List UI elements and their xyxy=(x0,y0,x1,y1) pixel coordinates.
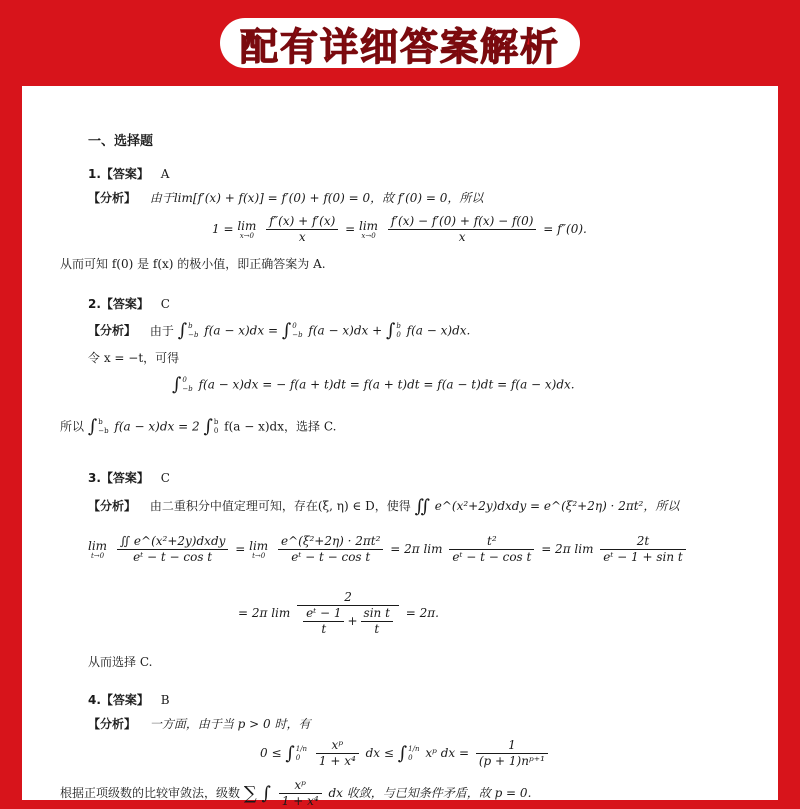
q1-lim-sub-1: x→0 xyxy=(239,231,255,240)
q3-eq1: = 2π lim xyxy=(390,542,443,556)
q2-bounds-6: b 0 xyxy=(213,418,219,435)
q3-frac-4-den: eᵗ − 1 + sin t xyxy=(603,550,683,564)
q3-big-frac-den: $\frac{\text{eᵗ − 1}}{t}$ + $\frac{\text{sin t}}{t}$ xyxy=(297,606,399,637)
q3-analysis-line xyxy=(88,495,680,517)
q2-line1-d: f(a − x)dx. xyxy=(406,323,471,338)
q4-bounds-1: 1/n 0 xyxy=(295,744,308,762)
q4-frac-3 xyxy=(279,778,322,809)
q2-integral-icon-2: ∫ xyxy=(281,320,292,341)
q1-answer: A xyxy=(160,167,170,181)
q4-line1: 一方面，由于当 p > 0 时，有 xyxy=(149,717,311,731)
q4-inequality xyxy=(260,738,551,769)
q2-answer: C xyxy=(160,297,170,311)
q4-answer: B xyxy=(160,693,170,707)
q2-line4-b: f(a − x)dx = 2 xyxy=(114,419,200,434)
q4-integral-icon-3: ∫ xyxy=(261,782,271,804)
q1-frac-2 xyxy=(388,214,537,245)
q3-line1-b: e^(x²+2y)dxdy = e^(ξ²+2η) · 2πt²，所以 xyxy=(434,499,680,513)
q2-bounds-2: 0 −b xyxy=(292,322,303,339)
q3-equation-2 xyxy=(238,590,439,637)
q3-big-frac-num: 2 xyxy=(297,590,399,606)
q3-frac-4-num: 2t xyxy=(600,534,685,550)
q1-frac-2-num: f′(x) − f′(0) + f(x) − f(0) xyxy=(388,214,537,230)
q3-sub-frac-1-den: t xyxy=(321,622,327,636)
q3-eq4-tail: = 2π. xyxy=(405,606,439,620)
q3-eq2: = 2π lim xyxy=(541,542,594,556)
q1-lim-1: lim x→0 xyxy=(237,218,257,240)
q3-sub-frac-2-den: t xyxy=(374,622,380,636)
q3-frac-4 xyxy=(600,534,685,565)
q3-answer-tag: 3.【答案】 xyxy=(88,471,149,485)
q3-frac-3-den: eᵗ − t − cos t xyxy=(452,550,532,564)
q3-lim-1: lim t→0 xyxy=(88,538,108,560)
q3-sub-frac-1 xyxy=(303,606,344,637)
q3-conclusion: 从而选择 C. xyxy=(88,655,153,669)
q2-integral-icon-4: ∫ xyxy=(172,374,182,395)
q2-line4-a: 所以 xyxy=(60,419,85,434)
q2-integral-icon-5: ∫ xyxy=(87,416,98,437)
q2-line4-c: f(a − x)dx，选择 C. xyxy=(224,419,337,434)
q4-line3 xyxy=(60,778,531,809)
q3-sub-frac-1-num: eᵗ − 1 xyxy=(303,606,344,622)
q2-line4 xyxy=(60,418,336,436)
q4-frac-2 xyxy=(476,738,548,769)
q3-big-frac xyxy=(297,590,399,637)
q3-answer-line xyxy=(88,470,170,486)
q1-answer-tag: 1.【答案】 xyxy=(88,167,149,181)
q3-eq3: = 2π lim xyxy=(238,606,291,620)
q4-line3-a: 根据正项级数的比较审敛法，级数 xyxy=(60,786,241,800)
banner-pill xyxy=(220,18,580,68)
q1-line1: 由于lim[f′(x) + f(x)] = f′(0) + f(0) = 0，故 f′(0) = 0，所以 xyxy=(149,191,484,205)
q3-frac-2 xyxy=(278,534,383,565)
q4-ineq-c: xᵖ dx = xyxy=(425,746,470,760)
q2-line3-text: f(a − x)dx = − f(a + t)dt = f(a + t)dt = f(a − t)dt = f(a − x)dx. xyxy=(198,377,575,392)
q3-frac-1-num: ∬ e^(x²+2y)dxdy xyxy=(117,534,229,550)
q2-bounds-1: b −b xyxy=(188,322,199,339)
q4-answer-tag: 4.【答案】 xyxy=(88,693,149,707)
q3-analysis-tag: 【分析】 xyxy=(88,499,137,513)
q4-ineq-a: 0 ≤ xyxy=(260,746,282,760)
q3-frac-2-den: eᵗ − t − cos t xyxy=(291,550,371,564)
q3-lim-2: lim t→0 xyxy=(249,538,269,560)
banner-title: 配有详细答案解析 xyxy=(239,24,560,69)
q3-answer: C xyxy=(160,471,170,485)
q4-integral-icon-2: ∫ xyxy=(397,742,408,764)
q3-line1-a: 由二重积分中值定理可知，存在(ξ, η) ∈ D，使得 xyxy=(149,499,411,513)
q2-analysis-tag: 【分析】 xyxy=(88,323,137,338)
q4-frac-3-den: 1 + x⁴ xyxy=(281,794,319,808)
q2-line1-c: f(a − x)dx + xyxy=(308,323,383,338)
q2-line3 xyxy=(172,376,575,394)
q1-frac-1 xyxy=(266,214,338,245)
q4-analysis-line xyxy=(88,716,310,732)
q4-frac-3-num: xᵖ xyxy=(279,778,322,794)
q4-frac-2-num: 1 xyxy=(476,738,548,754)
q2-answer-line xyxy=(88,296,170,312)
q1-frac-1-den: x xyxy=(298,230,306,244)
q2-line2: 令 x = −t，可得 xyxy=(88,351,180,365)
q2-line1-b: f(a − x)dx = xyxy=(204,323,278,338)
q4-frac-1 xyxy=(316,738,359,769)
q3-frac-3 xyxy=(449,534,534,565)
q4-frac-1-num: xᵖ xyxy=(316,738,359,754)
q1-analysis-line xyxy=(88,190,483,206)
q4-answer-line xyxy=(88,692,170,708)
q3-sub-frac-2 xyxy=(361,606,393,637)
q3-sub-frac-2-num: sin t xyxy=(361,606,393,622)
q3-frac-1-den: eᵗ − t − cos t xyxy=(133,550,213,564)
q2-answer-tag: 2.【答案】 xyxy=(88,297,149,311)
q1-lim-2: lim x→0 xyxy=(359,218,379,240)
q4-line3-b: dx 收敛，与已知条件矛盾，故 p = 0. xyxy=(328,786,532,800)
q4-ineq-b: dx ≤ xyxy=(365,746,394,760)
q3-frac-1 xyxy=(117,534,229,565)
q4-analysis-tag: 【分析】 xyxy=(88,717,137,731)
q2-analysis-line xyxy=(88,322,470,340)
q2-integral-icon-3: ∫ xyxy=(385,320,396,341)
q2-bounds-3: b 0 xyxy=(396,322,401,339)
q4-bounds-2: 1/n 0 xyxy=(408,744,420,762)
q1-answer-line xyxy=(88,166,169,182)
q1-equation: 1 = lim x→0 $\frac{f''(x) + f'(x)}{x}$ = lim x→0 $\frac{f'(x) - f'(0) + f(x) - f(0)}{x}$ = f″(0). xyxy=(212,214,587,244)
q2-integral-icon-6: ∫ xyxy=(203,416,213,437)
q2-bounds-4: 0 −b xyxy=(182,376,193,393)
q4-integral-icon-1: ∫ xyxy=(285,742,295,764)
q1-eq-rhs: = f″(0). xyxy=(543,222,587,236)
q3-lim-sub-2: t→0 xyxy=(252,551,266,560)
q1-lim-sub-2: x→0 xyxy=(361,231,376,240)
q1-eq-lhs: 1 = xyxy=(212,222,234,236)
q1-frac-1-num: f″(x) + f′(x) xyxy=(266,214,338,230)
q1-conclusion: 从而可知 f(0) 是 f(x) 的极小值，即正确答案为 A. xyxy=(60,257,326,271)
q3-equation-1: lim t→0 $\frac{\text{∬ e\textasciicircum{}(x²+2y)dxdy}}{\text{eᵗ − t − cos t}}$ = lim t→0 $\frac{\text{e\textasciicircum{}(ξ²+2η) · 2πt²}}{\text{eᵗ − t − cos t}}$ = 2π lim $\frac{\text{t²}}{\text{eᵗ − t − cos t}}$ = 2π lim $\frac{2t}{\text{eᵗ − 1 + sin t}}$ xyxy=(88,534,689,565)
answer-sheet xyxy=(22,86,778,808)
q3-frac-2-num: e^(ξ²+2η) · 2πt² xyxy=(278,534,383,550)
q1-frac-2-den: x xyxy=(458,230,466,244)
q3-double-integral-icon: ∬ xyxy=(414,495,430,517)
q4-frac-1-den: 1 + x⁴ xyxy=(318,754,356,768)
banner xyxy=(0,0,800,86)
q4-sum-icon: ∑ xyxy=(243,782,257,804)
q1-analysis-tag: 【分析】 xyxy=(88,191,137,205)
q4-frac-2-den: (p + 1)nᵖ⁺¹ xyxy=(478,754,545,768)
q3-frac-3-num: t² xyxy=(449,534,534,550)
q2-line1-a: 由于 xyxy=(149,323,174,338)
section-title: 一、选择题 xyxy=(88,134,154,149)
q2-bounds-5: b −b xyxy=(98,418,109,435)
q3-lim-sub-1: t→0 xyxy=(90,551,105,560)
q2-integral-icon-1: ∫ xyxy=(177,320,188,341)
